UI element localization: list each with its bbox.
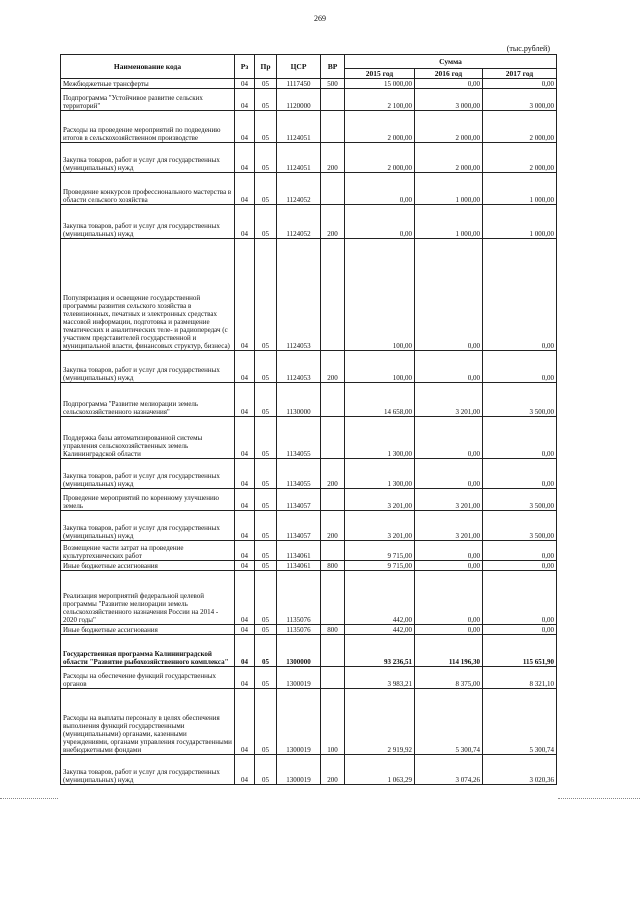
- row-name: Закупка товаров, работ и услуг для государственных (муниципальных) нужд: [61, 205, 235, 239]
- row-pr: 05: [255, 173, 277, 205]
- row-2015: 1 300,00: [345, 459, 415, 489]
- row-2016: 0,00: [415, 417, 483, 459]
- row-pr: 05: [255, 625, 277, 635]
- table-body: [61, 79, 557, 785]
- header-2017: 2017 год: [483, 69, 557, 79]
- header-csr: ЦСР: [277, 55, 321, 79]
- row-2017: 0,00: [483, 459, 557, 489]
- row-rz: 04: [235, 689, 255, 755]
- row-csr: 1135076: [277, 625, 321, 635]
- header-2015: 2015 год: [345, 69, 415, 79]
- row-name: Иные бюджетные ассигнования: [61, 625, 235, 635]
- row-2017: 1 000,00: [483, 173, 557, 205]
- row-vr: 800: [321, 561, 345, 571]
- row-2017: 3 500,00: [483, 489, 557, 511]
- row-name: Закупка товаров, работ и услуг для государственных (муниципальных) нужд: [61, 459, 235, 489]
- row-name: Возмещение части затрат на проведение культуртехнических работ: [61, 541, 235, 561]
- row-2017: 1 000,00: [483, 205, 557, 239]
- row-name: Закупка товаров, работ и услуг для государственных (муниципальных) нужд: [61, 351, 235, 383]
- row-vr: [321, 89, 345, 111]
- row-pr: 05: [255, 79, 277, 89]
- row-2016: 0,00: [415, 239, 483, 351]
- row-2015: 1 063,29: [345, 755, 415, 785]
- row-2015: 442,00: [345, 571, 415, 625]
- row-csr: 1120000: [277, 89, 321, 111]
- row-2016: 3 000,00: [415, 89, 483, 111]
- row-pr: 05: [255, 205, 277, 239]
- row-2017: 0,00: [483, 351, 557, 383]
- row-vr: [321, 173, 345, 205]
- row-vr: 200: [321, 143, 345, 173]
- row-2016: 5 300,74: [415, 689, 483, 755]
- row-2015: 1 300,00: [345, 417, 415, 459]
- row-vr: [321, 489, 345, 511]
- table-row: [61, 625, 557, 635]
- row-csr: 1134055: [277, 459, 321, 489]
- table-row: [61, 755, 557, 785]
- row-2017: 0,00: [483, 571, 557, 625]
- row-name: Поддержка базы автоматизированной системы управления сельскохозяйственных земель Калининградской области: [61, 417, 235, 459]
- row-pr: 05: [255, 351, 277, 383]
- row-vr: [321, 667, 345, 689]
- row-rz: 04: [235, 635, 255, 667]
- table-row: [61, 635, 557, 667]
- row-rz: 04: [235, 459, 255, 489]
- table-row: [61, 541, 557, 561]
- row-csr: 1134057: [277, 489, 321, 511]
- row-2015: 0,00: [345, 173, 415, 205]
- row-2015: 2 000,00: [345, 111, 415, 143]
- row-2017: 0,00: [483, 561, 557, 571]
- row-name: Подпрограмма "Развитие мелиорации земель сельскохозяйственного назначения": [61, 383, 235, 417]
- row-2017: 3 500,00: [483, 383, 557, 417]
- row-csr: 1134061: [277, 561, 321, 571]
- row-2017: 115 651,90: [483, 635, 557, 667]
- row-2017: 3 000,00: [483, 89, 557, 111]
- row-2017: 2 000,00: [483, 143, 557, 173]
- row-pr: 05: [255, 143, 277, 173]
- row-name: Реализация мероприятий федеральной целевой программы "Развитие мелиорации земель сельскохозяйственного назначения России на 2014 - 2020 годы": [61, 571, 235, 625]
- row-rz: 04: [235, 79, 255, 89]
- row-2016: 0,00: [415, 541, 483, 561]
- row-2016: 0,00: [415, 351, 483, 383]
- table-row: [61, 89, 557, 111]
- header-rz: Рз: [235, 55, 255, 79]
- row-pr: 05: [255, 755, 277, 785]
- row-2016: 3 201,00: [415, 489, 483, 511]
- row-vr: 200: [321, 351, 345, 383]
- row-2015: 442,00: [345, 625, 415, 635]
- row-rz: 04: [235, 111, 255, 143]
- row-2015: 2 000,00: [345, 143, 415, 173]
- row-rz: 04: [235, 89, 255, 111]
- header-vr: ВР: [321, 55, 345, 79]
- table-row: [61, 667, 557, 689]
- table-row: [61, 143, 557, 173]
- row-pr: 05: [255, 571, 277, 625]
- header-sum: Сумма: [345, 55, 557, 69]
- row-2015: 3 201,00: [345, 511, 415, 541]
- row-csr: 1124053: [277, 351, 321, 383]
- row-2015: 100,00: [345, 239, 415, 351]
- table-row: [61, 351, 557, 383]
- row-rz: 04: [235, 625, 255, 635]
- row-vr: [321, 417, 345, 459]
- row-name: Проведение конкурсов профессионального мастерства в области сельского хозяйства: [61, 173, 235, 205]
- row-pr: 05: [255, 667, 277, 689]
- row-csr: 1300000: [277, 635, 321, 667]
- row-rz: 04: [235, 417, 255, 459]
- table-row: [61, 571, 557, 625]
- table-row: [61, 239, 557, 351]
- row-2015: 0,00: [345, 205, 415, 239]
- row-vr: 200: [321, 459, 345, 489]
- row-vr: [321, 541, 345, 561]
- row-2016: 0,00: [415, 561, 483, 571]
- row-2015: 2 100,00: [345, 89, 415, 111]
- table-row: [61, 417, 557, 459]
- row-csr: 1124053: [277, 239, 321, 351]
- row-2016: 0,00: [415, 459, 483, 489]
- table-row: [61, 205, 557, 239]
- row-vr: 500: [321, 79, 345, 89]
- row-name: Популяризация и освещение государственной программы развития сельского хозяйства в телевизионных, печатных и электронных средствах массовой информации, подготовка и размещение тематических и аналитических теле- и радиопередач (с участием представителей государственной и муниципальной власти, финансовых структур, бизнеса): [61, 239, 235, 351]
- row-rz: 04: [235, 351, 255, 383]
- row-vr: [321, 571, 345, 625]
- row-pr: 05: [255, 383, 277, 417]
- row-2016: 0,00: [415, 571, 483, 625]
- row-vr: 200: [321, 755, 345, 785]
- row-pr: 05: [255, 511, 277, 541]
- row-2016: 3 201,00: [415, 383, 483, 417]
- row-csr: 1134057: [277, 511, 321, 541]
- row-2017: 0,00: [483, 541, 557, 561]
- row-2015: 2 919,92: [345, 689, 415, 755]
- row-2015: 3 983,21: [345, 667, 415, 689]
- row-2017: 2 000,00: [483, 111, 557, 143]
- table-row: [61, 459, 557, 489]
- budget-table: [60, 54, 557, 785]
- row-pr: 05: [255, 417, 277, 459]
- row-pr: 05: [255, 459, 277, 489]
- row-2016: 3 201,00: [415, 511, 483, 541]
- row-vr: [321, 111, 345, 143]
- header-name: Наименование кода: [61, 55, 235, 79]
- row-rz: 04: [235, 383, 255, 417]
- row-2017: 0,00: [483, 625, 557, 635]
- row-name: Государственная программа Калининградской области "Развитие рыбохозяйственного комплекса": [61, 635, 235, 667]
- row-csr: 1124052: [277, 205, 321, 239]
- row-2017: 0,00: [483, 417, 557, 459]
- table-row: [61, 383, 557, 417]
- row-2017: 8 321,10: [483, 667, 557, 689]
- row-pr: 05: [255, 561, 277, 571]
- row-2017: 5 300,74: [483, 689, 557, 755]
- row-2016: 114 196,30: [415, 635, 483, 667]
- row-rz: 04: [235, 561, 255, 571]
- row-name: Межбюджетные трансферты: [61, 79, 235, 89]
- row-2015: 93 236,51: [345, 635, 415, 667]
- table-row: [61, 79, 557, 89]
- row-2017: 0,00: [483, 239, 557, 351]
- row-vr: [321, 239, 345, 351]
- row-csr: 1134055: [277, 417, 321, 459]
- row-csr: 1135076: [277, 571, 321, 625]
- row-csr: 1117450: [277, 79, 321, 89]
- row-2015: 15 000,00: [345, 79, 415, 89]
- row-2016: 2 000,00: [415, 111, 483, 143]
- row-name: Закупка товаров, работ и услуг для государственных (муниципальных) нужд: [61, 755, 235, 785]
- row-name: Расходы на проведение мероприятий по подведению итогов в сельскохозяйственном производстве: [61, 111, 235, 143]
- row-csr: 1124051: [277, 143, 321, 173]
- row-pr: 05: [255, 111, 277, 143]
- header-pr: Пр: [255, 55, 277, 79]
- row-2016: 0,00: [415, 79, 483, 89]
- row-2017: 3 500,00: [483, 511, 557, 541]
- row-vr: 200: [321, 511, 345, 541]
- row-vr: [321, 383, 345, 417]
- row-2016: 8 375,00: [415, 667, 483, 689]
- row-vr: 100: [321, 689, 345, 755]
- row-pr: 05: [255, 635, 277, 667]
- row-rz: 04: [235, 143, 255, 173]
- left-dotted-rule: [0, 798, 58, 799]
- row-pr: 05: [255, 541, 277, 561]
- row-csr: 1300019: [277, 689, 321, 755]
- row-rz: 04: [235, 571, 255, 625]
- table-row: [61, 489, 557, 511]
- row-rz: 04: [235, 205, 255, 239]
- row-name: Расходы на выплаты персоналу в целях обеспечения выполнения функций государственными (муниципальными) органами, казенными учреждениями, органами управления государственными внебюджетными фондами: [61, 689, 235, 755]
- table-row: [61, 511, 557, 541]
- row-name: Подпрограмма "Устойчивое развитие сельских территорий": [61, 89, 235, 111]
- row-name: Закупка товаров, работ и услуг для государственных (муниципальных) нужд: [61, 511, 235, 541]
- row-pr: 05: [255, 89, 277, 111]
- row-csr: 1300019: [277, 667, 321, 689]
- row-rz: 04: [235, 755, 255, 785]
- header-2016: 2016 год: [415, 69, 483, 79]
- row-rz: 04: [235, 489, 255, 511]
- row-csr: 1124052: [277, 173, 321, 205]
- row-rz: 04: [235, 239, 255, 351]
- table-row: [61, 561, 557, 571]
- row-vr: [321, 635, 345, 667]
- row-2016: 1 000,00: [415, 173, 483, 205]
- units-label: (тыс.рублей): [506, 44, 550, 53]
- row-rz: 04: [235, 173, 255, 205]
- row-csr: 1130000: [277, 383, 321, 417]
- row-2017: 0,00: [483, 79, 557, 89]
- row-vr: 200: [321, 205, 345, 239]
- row-vr: 800: [321, 625, 345, 635]
- row-name: Расходы на обеспечение функций государственных органов: [61, 667, 235, 689]
- row-rz: 04: [235, 541, 255, 561]
- page-number: 269: [314, 14, 326, 23]
- right-dotted-rule: [558, 798, 640, 799]
- row-name: Закупка товаров, работ и услуг для государственных (муниципальных) нужд: [61, 143, 235, 173]
- row-pr: 05: [255, 689, 277, 755]
- row-csr: 1134061: [277, 541, 321, 561]
- row-2016: 0,00: [415, 625, 483, 635]
- row-2015: 9 715,00: [345, 541, 415, 561]
- row-2015: 9 715,00: [345, 561, 415, 571]
- table-row: [61, 111, 557, 143]
- row-csr: 1124051: [277, 111, 321, 143]
- row-2016: 2 000,00: [415, 143, 483, 173]
- row-2015: 100,00: [345, 351, 415, 383]
- row-name: Проведение мероприятий по коренному улучшению земель: [61, 489, 235, 511]
- row-2016: 3 074,26: [415, 755, 483, 785]
- row-2015: 14 658,00: [345, 383, 415, 417]
- row-2016: 1 000,00: [415, 205, 483, 239]
- row-pr: 05: [255, 489, 277, 511]
- row-name: Иные бюджетные ассигнования: [61, 561, 235, 571]
- table-row: [61, 173, 557, 205]
- row-csr: 1300019: [277, 755, 321, 785]
- row-rz: 04: [235, 511, 255, 541]
- table-row: [61, 689, 557, 755]
- row-pr: 05: [255, 239, 277, 351]
- row-2017: 3 020,36: [483, 755, 557, 785]
- row-rz: 04: [235, 667, 255, 689]
- row-2015: 3 201,00: [345, 489, 415, 511]
